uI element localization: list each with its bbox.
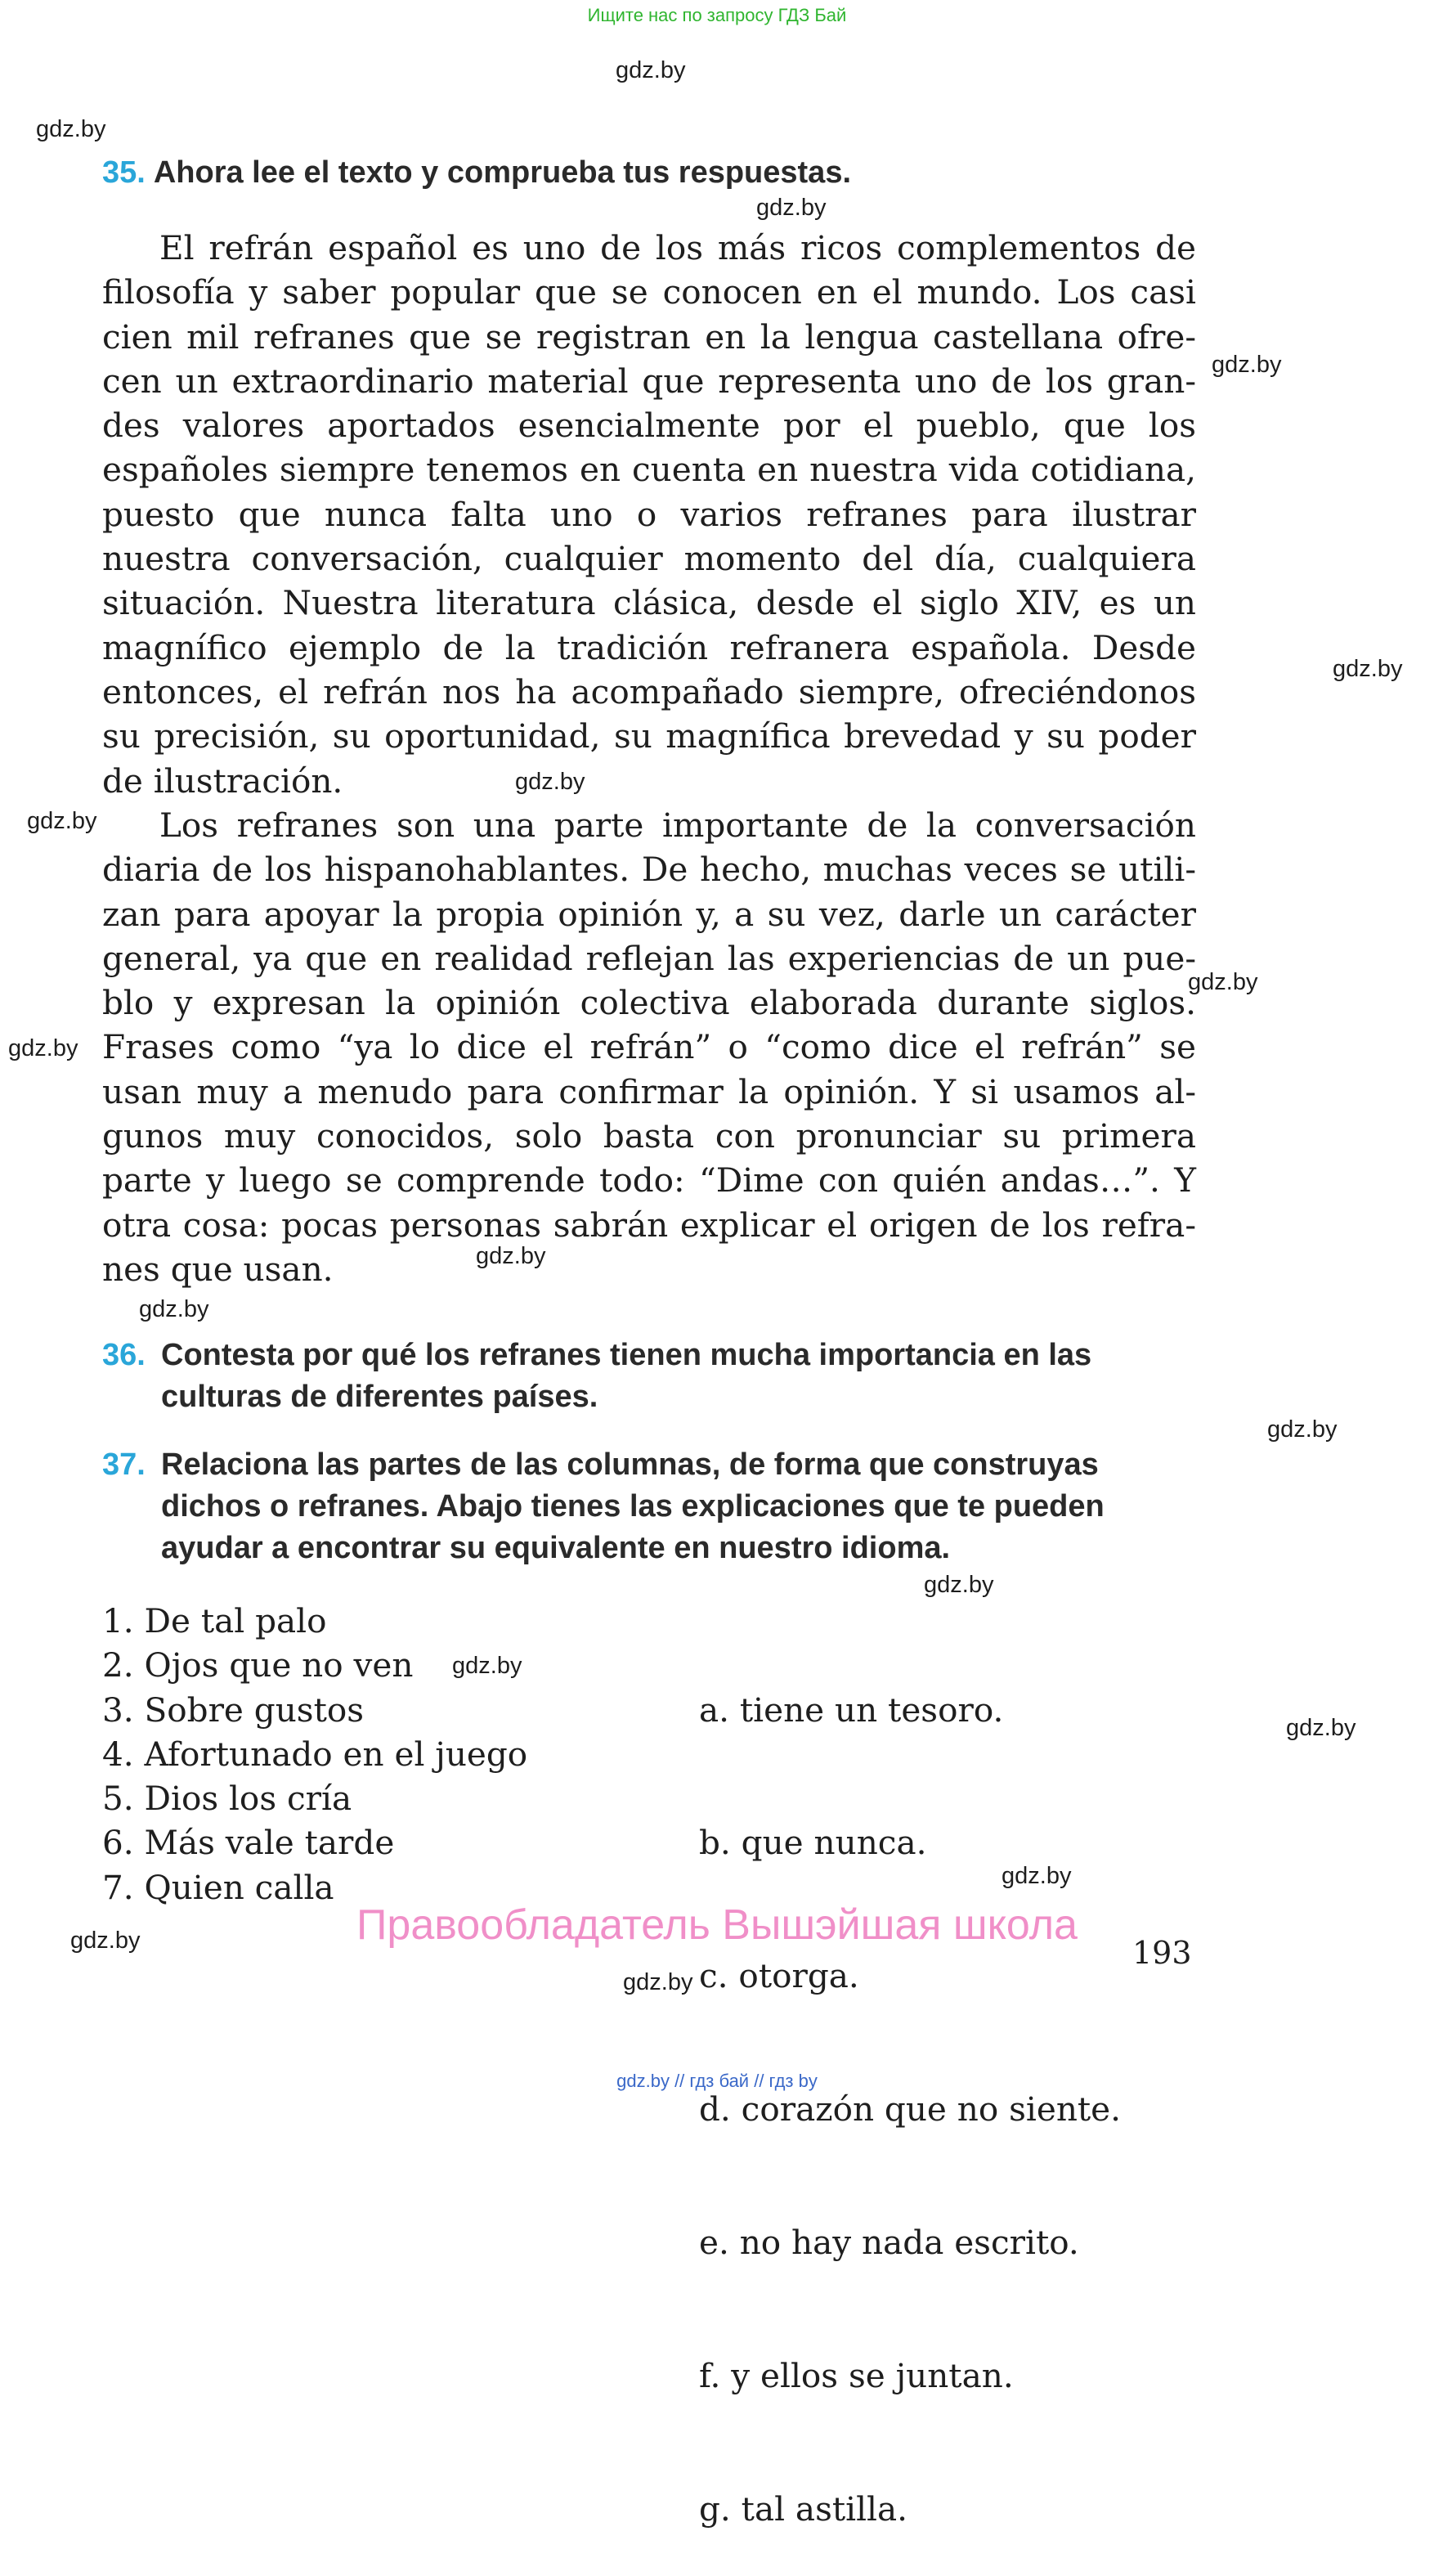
watermark: gdz.by [36, 116, 106, 142]
watermark: gdz.by [616, 57, 686, 83]
reading-paragraph-1: El refrán español es uno de los más ricos complementos de filosofía y saber popular que se conocen en el mundo. Los casi cien mil refranes que se registran en la lengua castellana ofrecen un extraordinario material que representa uno de los grandes valores aportados esencialmente por el pueblo, que los españoles siempre tenemos en cuenta en nuestra vida cotidiana, puesto que nunca falta uno o varios refranes para ilustrar nuestra conversación, cualquier momento del día, cualquiera situación. Nuestra literatura clásica, desde el siglo XIV, es un magnífico ejemplo de la tradición refranera española. Desde entonces, el refrán nos ha acompañado siempre, ofreciéndonos su precisión, su oportunidad, su magnífica brevedad y su poder de ilustración. [102, 228, 1196, 801]
list-item: a. tiene un tesoro. [699, 1690, 1004, 1730]
proverb-beginnings-list [102, 1599, 527, 1910]
list-item: 1. De tal palo [102, 1601, 327, 1640]
watermark: gdz.by [8, 1035, 78, 1061]
list-item: 7. Quien calla [102, 1867, 334, 1907]
watermark: gdz.by [623, 1969, 693, 1995]
watermark: gdz.by [70, 1928, 141, 1954]
list-item: e. no hay nada escrito. [699, 2223, 1079, 2263]
exercise-36-title: Contesta por qué los refranes tienen mucha importancia en las culturas de diferentes países. [161, 1338, 1092, 1414]
list-item: g. tal astilla. [699, 2488, 908, 2529]
list-item: c. otorga. [699, 1956, 859, 1996]
watermark: gdz.by [452, 1653, 522, 1679]
exercise-number: 36. [102, 1338, 146, 1372]
watermark: gdz.by [27, 808, 97, 834]
watermark: gdz.by [1333, 656, 1403, 682]
list-item: 3. Sobre gustos [102, 1690, 365, 1730]
list-item: d. corazón que no siente. [699, 2089, 1122, 2129]
watermark: gdz.by [1002, 1863, 1072, 1889]
footer-links[interactable]: gdz.by // гдз бай // гдз by [616, 2071, 818, 2091]
list-item: f. y ellos se juntan. [699, 2356, 1014, 2396]
exercise-number: 35. [102, 155, 146, 190]
exercise-35-title: Ahora lee el texto y comprueba tus respuestas. [153, 155, 852, 190]
watermark: gdz.by [1188, 969, 1258, 995]
exercise-number: 37. [102, 1447, 146, 1482]
site-banner[interactable]: Ищите нас по запросу ГДЗ Бай [587, 5, 847, 25]
exercise-37-heading [102, 1444, 1198, 1569]
page-number: 193 [1132, 1935, 1192, 1971]
watermark: gdz.by [1212, 352, 1282, 378]
watermark: gdz.by [756, 195, 827, 221]
watermark: gdz.by [924, 1572, 994, 1598]
watermark: gdz.by [1267, 1416, 1338, 1443]
list-item: 6. Más vale tarde [102, 1823, 395, 1863]
list-item: b. que nunca. [699, 1823, 927, 1863]
copyright-owner-stamp: Правообладатель Вышэйшая школа [356, 1901, 1078, 1949]
watermark: gdz.by [1286, 1715, 1356, 1741]
list-item: 2. Ojos que no ven [102, 1645, 414, 1685]
watermark: gdz.by [515, 769, 585, 795]
watermark: gdz.by [476, 1243, 546, 1269]
list-item: 4. Afortunado en el juego [102, 1734, 528, 1774]
exercise-35-heading [102, 152, 1198, 194]
exercise-37-title: Relaciona las partes de las columnas, de forma que construyas dichos o refranes. Abajo tienes las explicaciones que te pueden ayudar a encontrar su equivalente en nuestro idioma. [161, 1447, 1105, 1565]
reading-paragraph-2: Los refranes son una parte importante de la conversación diaria de los hispanohablantes. De hecho, muchas veces se utilizan para apoyar la propia opinión y, a su vez, darle un carácter general, ya que en realidad reflejan las experiencias de un pueblo y expresan la opinión colectiva elaborada durante siglos. Frases como “ya lo dice el refrán” o “como dice el refrán” se usan muy a menudo para confirmar la opinión. Y si usamos algunos muy conocidos, solo basta con pronunciar su primera parte y luego se comprende todo: “Dime con quién andas…”. Y otra cosa: pocas personas sabrán explicar el origen de los refranes que usan. [102, 806, 1196, 1289]
exercise-36-heading [102, 1335, 1198, 1418]
list-item: 5. Dios los cría [102, 1779, 352, 1819]
watermark: gdz.by [139, 1296, 209, 1322]
